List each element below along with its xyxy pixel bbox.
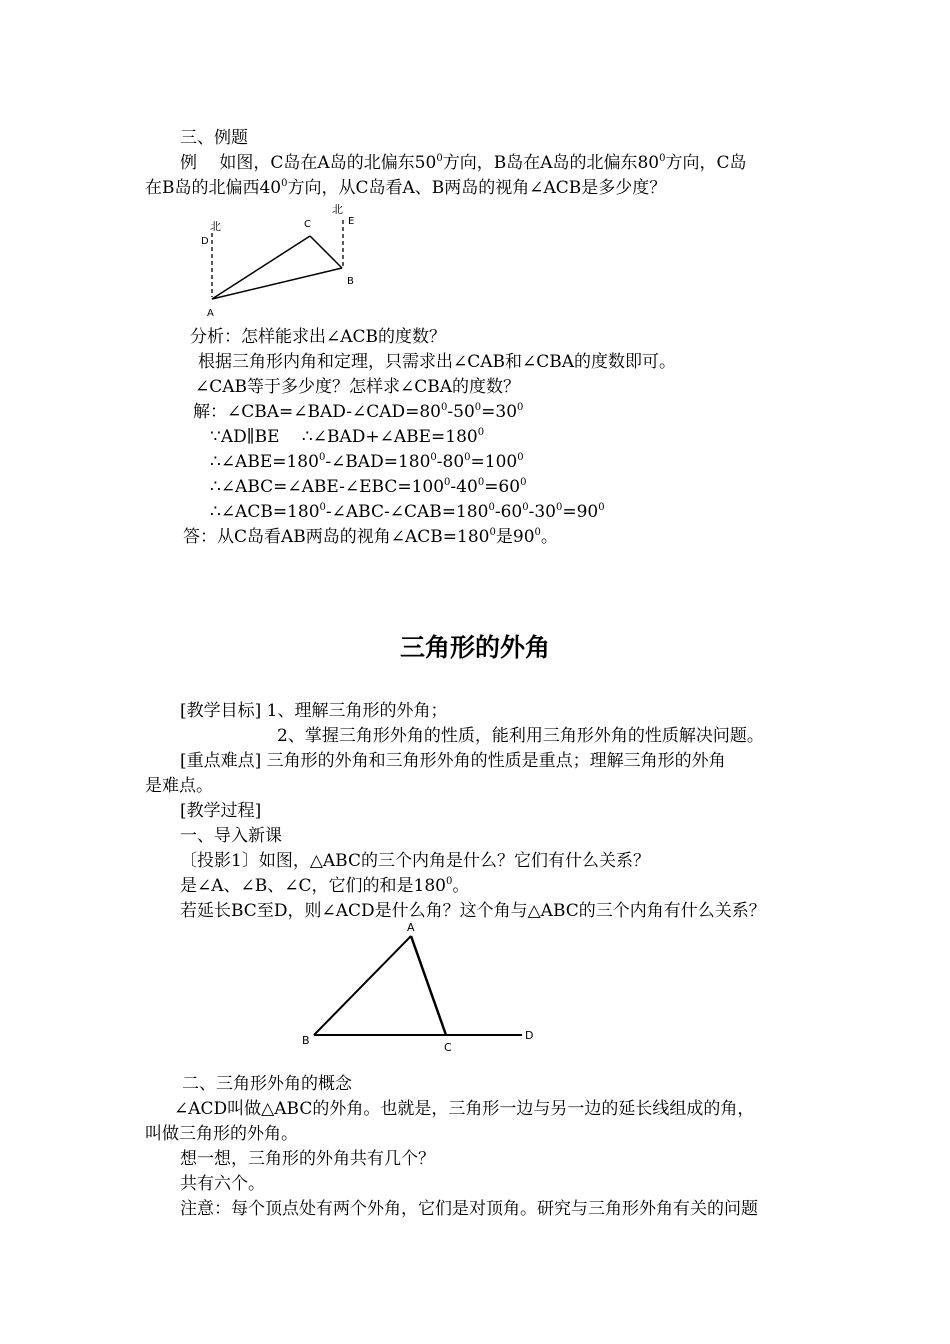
key-points-1: [重点难点] 三角形的外角和三角形外角的性质是重点；理解三角形的外角 bbox=[180, 751, 726, 771]
solution-step-4: $\therefore\angle ABC=\angle ABE-\angle EBC=100^0-40^0=60^0$ bbox=[210, 477, 527, 497]
problem-line-1: 例 如图，C岛在A岛的北偏东$50^0$方向，B岛在A岛的北偏东$80^0$方向，C岛 bbox=[180, 153, 747, 173]
label-north-left: 北 bbox=[210, 220, 221, 233]
label-e: E bbox=[348, 216, 355, 227]
label-c: C bbox=[444, 1041, 452, 1054]
solution-step-3: $\therefore\angle ABE=180^0-\angle BAD=180^0-80^0=100^0$ bbox=[210, 452, 524, 472]
label-a: A bbox=[407, 921, 415, 934]
island-direction-figure bbox=[190, 200, 370, 325]
analysis-line-2: 根据三角形内角和定理，只需求出∠CAB和∠CBA的度数即可。 bbox=[198, 352, 677, 372]
segment-ac bbox=[212, 236, 310, 299]
teaching-goals-2: 2、掌握三角形外角的性质，能利用三角形外角的性质解决问题。 bbox=[277, 726, 764, 746]
label-a: A bbox=[207, 308, 214, 319]
label-north-right: 北 bbox=[332, 203, 343, 216]
label-d: D bbox=[201, 236, 209, 247]
solution-step-2: ∵AD∥BE $\therefore\angle BAD+\angle ABE=180^0$ bbox=[210, 427, 485, 447]
segment-ac bbox=[411, 936, 446, 1035]
label-d: D bbox=[525, 1029, 534, 1042]
part-one-heading: 一、导入新课 bbox=[180, 826, 282, 846]
segment-ab bbox=[212, 268, 342, 299]
analysis-line-3: ∠CAB等于多少度？怎样求∠CBA的度数？ bbox=[195, 377, 521, 397]
angle-sum-line: 是∠A、∠B、∠C，它们的和是$180^0$。 bbox=[180, 876, 470, 896]
segment-ba bbox=[314, 936, 411, 1035]
segment-cb bbox=[310, 236, 342, 268]
definition-1: ∠ACD叫做△ABC的外角。也就是，三角形一边与另一边的延长线组成的角， bbox=[174, 1099, 755, 1119]
projection-1: 〔投影1〕如图，△ABC的三个内角是什么？它们有什么关系？ bbox=[180, 851, 650, 871]
key-points-2: 是难点。 bbox=[145, 776, 213, 796]
solution-step-5: $\therefore\angle ACB=180^0-\angle ABC-\angle CAB=180^0-60^0-30^0=90^0$ bbox=[210, 502, 605, 522]
teaching-process: [教学过程] bbox=[180, 801, 262, 821]
solution-answer: 答：从C岛看AB两岛的视角$\angle ACB=180^0$是$90^0$。 bbox=[183, 527, 558, 547]
label-b: B bbox=[302, 1034, 310, 1047]
definition-2: 叫做三角形的外角。 bbox=[145, 1124, 298, 1144]
think-answer: 共有六个。 bbox=[180, 1174, 265, 1194]
extend-question: 若延长BC至D，则∠ACD是什么角？这个角与△ABC的三个内角有什么关系？ bbox=[180, 901, 766, 921]
problem-line-2: 在B岛的北偏西$40^0$方向，从C岛看A、B两岛的视角∠ACB是多少度？ bbox=[145, 178, 667, 198]
teaching-goals-1: [教学目标] 1、理解三角形的外角； bbox=[180, 701, 448, 721]
example-heading: 三、例题 bbox=[180, 128, 248, 148]
note-line: 注意：每个顶点处有两个外角，它们是对顶角。研究与三角形外角有关的问题 bbox=[180, 1199, 758, 1219]
label-c: C bbox=[304, 219, 311, 230]
label-b: B bbox=[347, 276, 354, 287]
think-question: 想一想，三角形的外角共有几个？ bbox=[180, 1149, 435, 1169]
analysis-line-1: 分析：怎样能求出∠ACB的度数？ bbox=[190, 327, 447, 347]
solution-step-1: 解：$\angle CBA=\angle BAD-\angle CAD=80^0-50^0=30^0$ bbox=[193, 402, 524, 422]
concept-heading: 二、三角形外角的概念 bbox=[182, 1074, 352, 1094]
triangle-exterior-angle-figure bbox=[290, 918, 550, 1058]
lesson-title: 三角形的外角 bbox=[399, 633, 550, 662]
